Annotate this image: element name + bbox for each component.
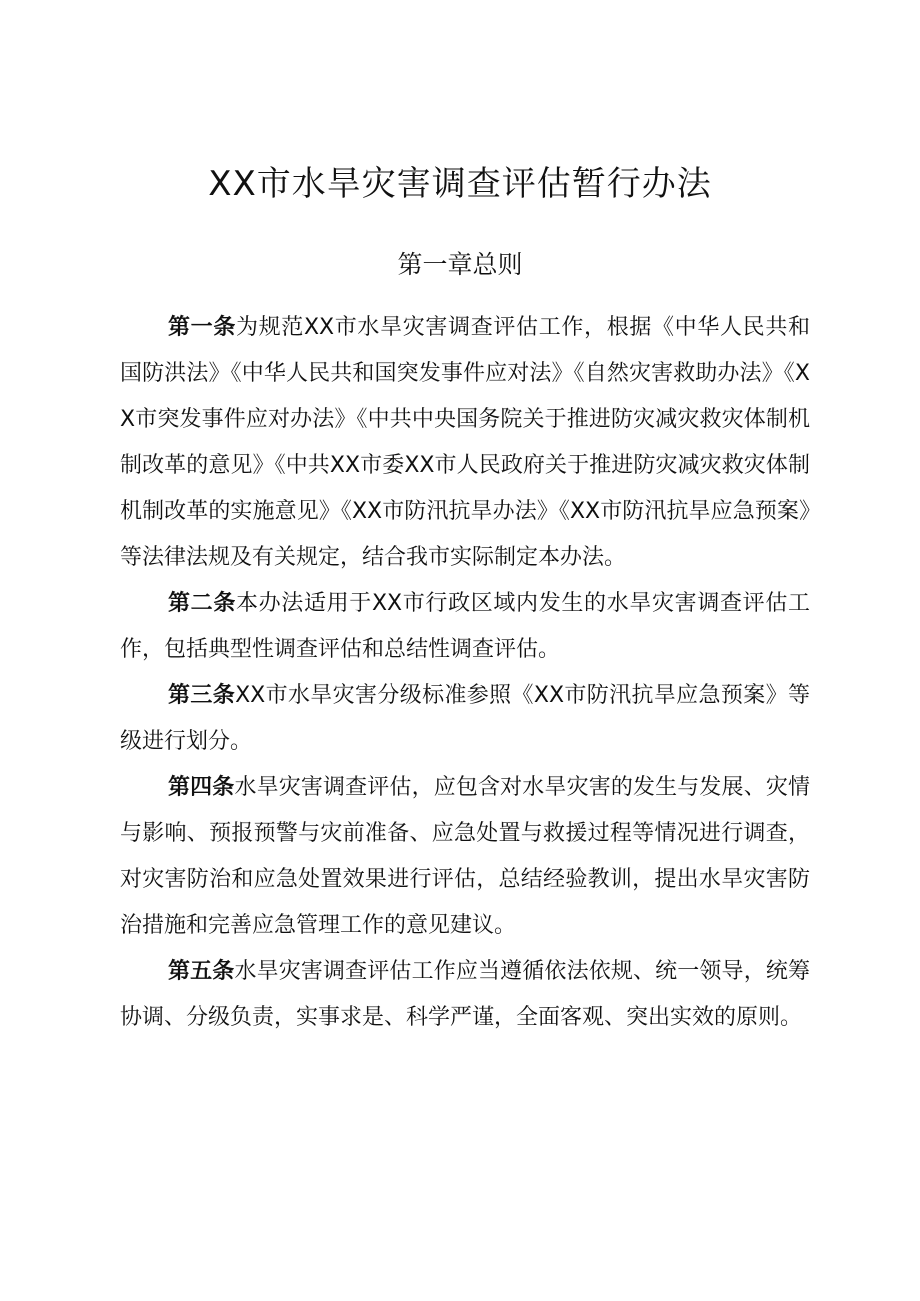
article-text: 为规范XX市水旱灾害调查评估工作，根据《中华人民共和国防洪法》《中华人民共和国突发事件应对法》《自然灾害救助办法》《XX市突发事件应对办法》《中共中央国务院关于推进防灾减灾救灾体制机制改革的意见》《中共XX市委XX市人民政府关于推进防灾减灾救灾体制机制改革的实施意见》《XX市防汛抗旱办法》《XX市防汛抗旱应急预案》等法律法规及有关规定，结合我市实际制定本办法。 <box>120 315 810 570</box>
article-number: 第四条 <box>168 775 235 800</box>
article-number: 第一条 <box>168 315 236 340</box>
article-number: 第五条 <box>168 959 235 984</box>
document-title: XX市水旱灾害调查评估暂行办法 <box>208 164 712 204</box>
article-2 <box>120 581 810 673</box>
chapter-heading: 第一章总则 <box>397 250 523 279</box>
articles-body <box>120 305 810 1041</box>
article-text: 水旱灾害调查评估，应包含对水旱灾害的发生与发展、灾情与影响、预报预警与灾前准备、应急处置与救援过程等情况进行调查，对灾害防治和应急处置效果进行评估，总结经验教训，提出水旱灾害防治措施和完善应急管理工作的意见建议。 <box>120 775 810 938</box>
article-3 <box>120 673 810 765</box>
article-number: 第二条 <box>168 591 236 616</box>
article-text: XX市水旱灾害分级标准参照《XX市防汛抗旱应急预案》等级进行划分。 <box>120 683 810 754</box>
article-4 <box>120 765 810 949</box>
article-5 <box>120 949 810 1041</box>
article-1 <box>120 305 810 581</box>
article-text: 水旱灾害调查评估工作应当遵循依法依规、统一领导，统筹协调、分级负责，实事求是、科学严谨，全面客观、突出实效的原则。 <box>120 959 810 1030</box>
article-text: 本办法适用于XX市行政区域内发生的水旱灾害调查评估工作，包括典型性调查评估和总结性调查评估。 <box>120 591 810 662</box>
article-number: 第三条 <box>168 683 236 708</box>
